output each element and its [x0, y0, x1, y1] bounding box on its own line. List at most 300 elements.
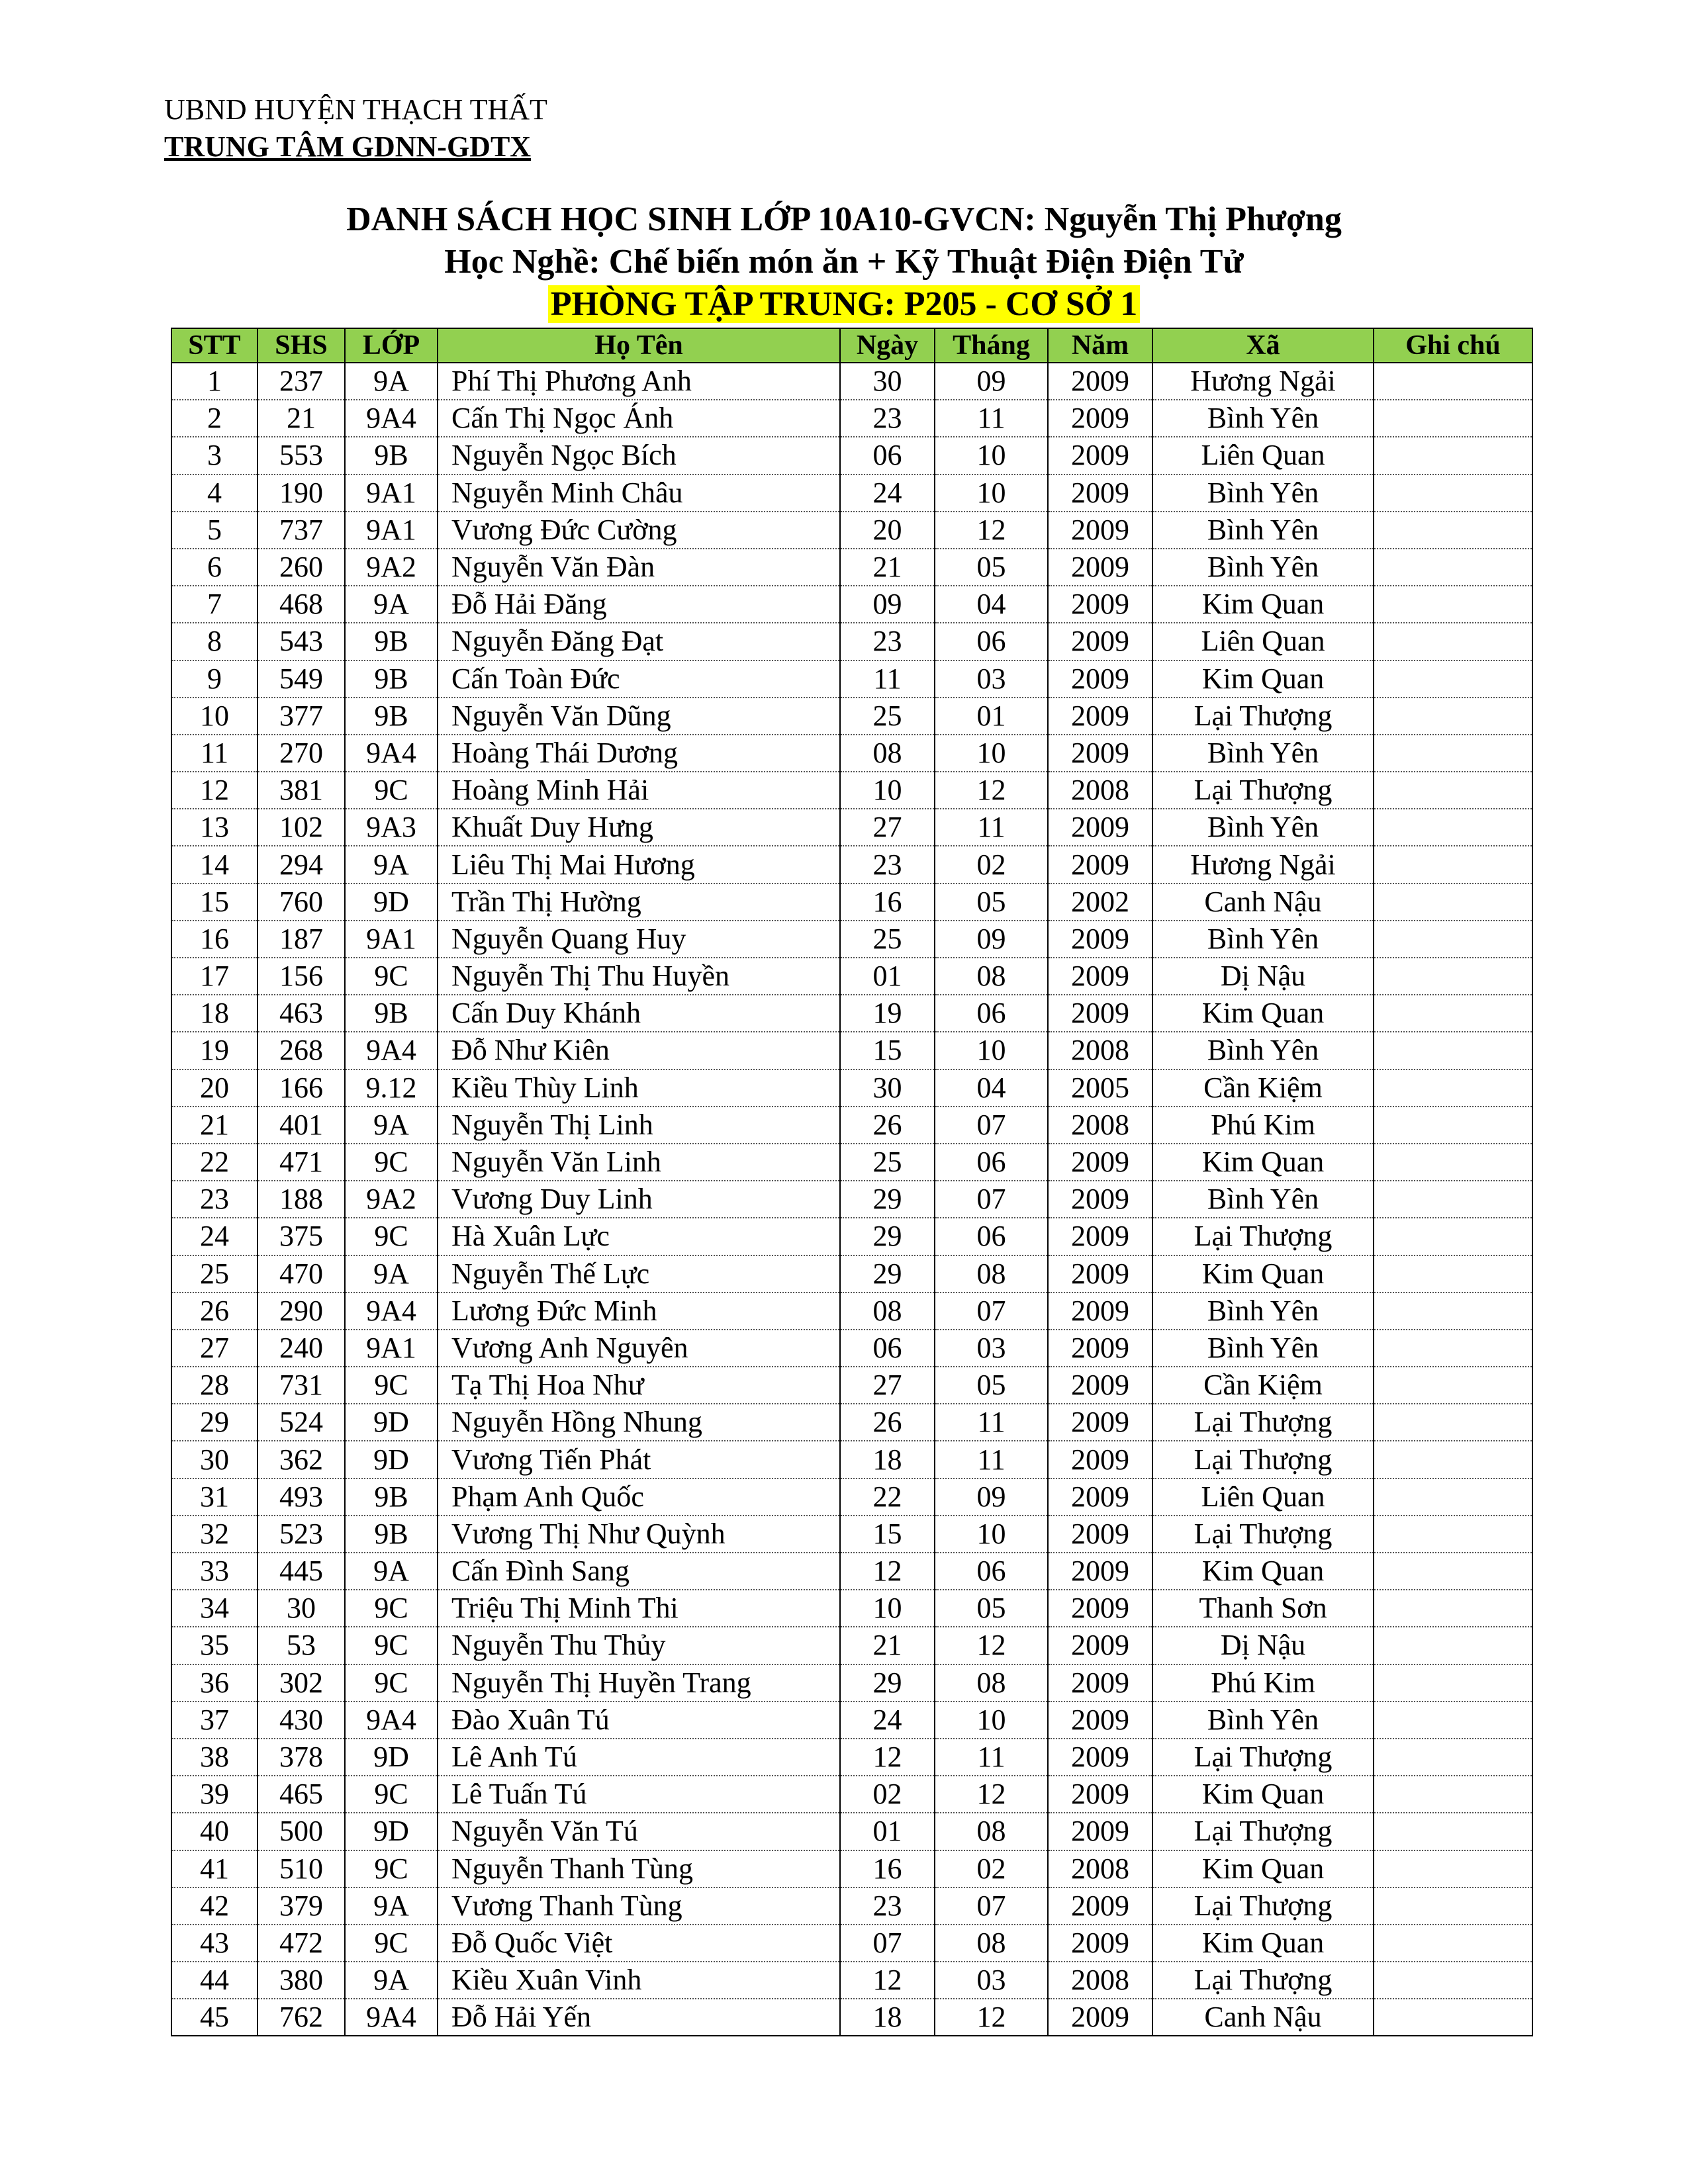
cell-name: Nguyễn Thanh Tùng [438, 1850, 840, 1888]
cell-year: 2009 [1048, 1776, 1152, 1813]
cell-day: 25 [840, 1144, 935, 1181]
cell-commune: Liên Quan [1152, 1479, 1374, 1516]
cell-day: 11 [840, 660, 935, 698]
cell-class: 9A1 [345, 921, 438, 958]
cell-year: 2009 [1048, 437, 1152, 474]
cell-stt: 32 [171, 1516, 258, 1553]
table-row [171, 1255, 1532, 1293]
table-row [171, 1850, 1532, 1888]
cell-class: 9D [345, 1739, 438, 1776]
cell-stt: 43 [171, 1925, 258, 1962]
cell-year: 2009 [1048, 1516, 1152, 1553]
cell-commune: Lại Thượng [1152, 1962, 1374, 1999]
cell-class: 9B [345, 1479, 438, 1516]
cell-name: Đỗ Quốc Việt [438, 1925, 840, 1962]
cell-name: Đỗ Hải Đăng [438, 586, 840, 623]
cell-month: 12 [935, 1999, 1048, 2036]
cell-note [1374, 437, 1532, 474]
cell-shs: 465 [258, 1776, 345, 1813]
cell-day: 16 [840, 884, 935, 921]
cell-commune: Bình Yên [1152, 921, 1374, 958]
cell-year: 2009 [1048, 1627, 1152, 1664]
cell-month: 02 [935, 846, 1048, 883]
cell-month: 10 [935, 735, 1048, 772]
col-header-year: Năm [1048, 328, 1152, 363]
cell-stt: 45 [171, 1999, 258, 2036]
table-row [171, 549, 1532, 586]
cell-month: 07 [935, 1107, 1048, 1144]
cell-class: 9A2 [345, 1181, 438, 1218]
cell-day: 21 [840, 1627, 935, 1664]
table-row [171, 1553, 1532, 1590]
cell-shs: 30 [258, 1590, 345, 1627]
cell-stt: 38 [171, 1739, 258, 1776]
cell-day: 01 [840, 1813, 935, 1850]
cell-note [1374, 512, 1532, 549]
cell-shs: 21 [258, 400, 345, 437]
cell-commune: Lại Thượng [1152, 1813, 1374, 1850]
cell-shs: 102 [258, 809, 345, 846]
cell-month: 08 [935, 1255, 1048, 1293]
cell-name: Nguyễn Thị Huyền Trang [438, 1664, 840, 1702]
cell-note [1374, 735, 1532, 772]
cell-shs: 731 [258, 1367, 345, 1404]
cell-month: 10 [935, 437, 1048, 474]
cell-class: 9C [345, 1850, 438, 1888]
cell-note [1374, 1441, 1532, 1478]
cell-commune: Liên Quan [1152, 623, 1374, 660]
cell-name: Khuất Duy Hưng [438, 809, 840, 846]
cell-shs: 510 [258, 1850, 345, 1888]
cell-year: 2009 [1048, 1813, 1152, 1850]
cell-name: Vương Tiến Phát [438, 1441, 840, 1478]
cell-day: 08 [840, 735, 935, 772]
table-row [171, 586, 1532, 623]
cell-year: 2009 [1048, 1218, 1152, 1255]
cell-note [1374, 1776, 1532, 1813]
cell-shs: 463 [258, 995, 345, 1032]
cell-class: 9B [345, 623, 438, 660]
cell-commune: Dị Nậu [1152, 1627, 1374, 1664]
cell-year: 2009 [1048, 623, 1152, 660]
cell-class: 9B [345, 660, 438, 698]
cell-class: 9B [345, 1516, 438, 1553]
cell-month: 05 [935, 1367, 1048, 1404]
cell-month: 11 [935, 809, 1048, 846]
cell-stt: 21 [171, 1107, 258, 1144]
cell-class: 9A4 [345, 1702, 438, 1739]
cell-name: Hà Xuân Lực [438, 1218, 840, 1255]
cell-class: 9.12 [345, 1069, 438, 1107]
table-row [171, 921, 1532, 958]
cell-shs: 445 [258, 1553, 345, 1590]
cell-note [1374, 1516, 1532, 1553]
table-row [171, 1144, 1532, 1181]
cell-stt: 6 [171, 549, 258, 586]
cell-day: 24 [840, 1702, 935, 1739]
cell-year: 2009 [1048, 512, 1152, 549]
cell-day: 09 [840, 586, 935, 623]
cell-year: 2008 [1048, 1850, 1152, 1888]
cell-class: 9C [345, 772, 438, 809]
cell-stt: 18 [171, 995, 258, 1032]
cell-name: Nguyễn Văn Linh [438, 1144, 840, 1181]
table-row [171, 1404, 1532, 1441]
cell-note [1374, 660, 1532, 698]
cell-month: 03 [935, 660, 1048, 698]
table-row [171, 884, 1532, 921]
cell-note [1374, 1330, 1532, 1367]
cell-name: Vương Thanh Tùng [438, 1888, 840, 1925]
cell-month: 06 [935, 995, 1048, 1032]
cell-commune: Bình Yên [1152, 1330, 1374, 1367]
table-row [171, 1516, 1532, 1553]
cell-stt: 8 [171, 623, 258, 660]
cell-commune: Lại Thượng [1152, 698, 1374, 735]
cell-note [1374, 1850, 1532, 1888]
cell-day: 15 [840, 1516, 935, 1553]
cell-shs: 468 [258, 586, 345, 623]
cell-day: 24 [840, 475, 935, 512]
cell-shs: 237 [258, 363, 345, 400]
cell-name: Đỗ Hải Yến [438, 1999, 840, 2036]
cell-stt: 23 [171, 1181, 258, 1218]
cell-shs: 380 [258, 1962, 345, 1999]
cell-note [1374, 1218, 1532, 1255]
table-row [171, 1181, 1532, 1218]
cell-year: 2009 [1048, 1441, 1152, 1478]
cell-shs: 381 [258, 772, 345, 809]
cell-day: 06 [840, 1330, 935, 1367]
cell-class: 9C [345, 1627, 438, 1664]
cell-commune: Kim Quan [1152, 1776, 1374, 1813]
cell-stt: 33 [171, 1553, 258, 1590]
cell-commune: Thanh Sơn [1152, 1590, 1374, 1627]
table-row [171, 660, 1532, 698]
cell-stt: 14 [171, 846, 258, 883]
cell-month: 08 [935, 1664, 1048, 1702]
cell-day: 18 [840, 1999, 935, 2036]
table-row [171, 1479, 1532, 1516]
cell-shs: 190 [258, 475, 345, 512]
cell-month: 06 [935, 1553, 1048, 1590]
cell-stt: 19 [171, 1032, 258, 1069]
cell-day: 07 [840, 1925, 935, 1962]
cell-commune: Lại Thượng [1152, 1441, 1374, 1478]
cell-name: Lê Anh Tú [438, 1739, 840, 1776]
cell-month: 10 [935, 475, 1048, 512]
cell-month: 09 [935, 363, 1048, 400]
table-row [171, 475, 1532, 512]
table-row [171, 1627, 1532, 1664]
org-header [164, 91, 547, 165]
cell-year: 2009 [1048, 1479, 1152, 1516]
cell-note [1374, 958, 1532, 995]
cell-month: 12 [935, 1627, 1048, 1664]
cell-month: 12 [935, 512, 1048, 549]
cell-year: 2008 [1048, 772, 1152, 809]
cell-note [1374, 1962, 1532, 1999]
cell-stt: 42 [171, 1888, 258, 1925]
cell-stt: 16 [171, 921, 258, 958]
table-row [171, 995, 1532, 1032]
table-row [171, 1739, 1532, 1776]
table-row [171, 400, 1532, 437]
cell-note [1374, 1739, 1532, 1776]
cell-month: 11 [935, 1404, 1048, 1441]
cell-name: Nguyễn Văn Đàn [438, 549, 840, 586]
cell-commune: Bình Yên [1152, 475, 1374, 512]
cell-day: 30 [840, 1069, 935, 1107]
cell-note [1374, 475, 1532, 512]
cell-name: Phí Thị Phương Anh [438, 363, 840, 400]
cell-year: 2008 [1048, 1107, 1152, 1144]
cell-commune: Lại Thượng [1152, 1218, 1374, 1255]
cell-year: 2009 [1048, 846, 1152, 883]
cell-year: 2009 [1048, 1888, 1152, 1925]
student-table [171, 328, 1533, 2036]
cell-commune: Kim Quan [1152, 1925, 1374, 1962]
cell-shs: 472 [258, 1925, 345, 1962]
cell-note [1374, 846, 1532, 883]
cell-class: 9C [345, 1776, 438, 1813]
cell-year: 2009 [1048, 1330, 1152, 1367]
cell-year: 2009 [1048, 735, 1152, 772]
cell-class: 9A4 [345, 1293, 438, 1330]
table-row [171, 1441, 1532, 1478]
cell-day: 26 [840, 1404, 935, 1441]
cell-year: 2009 [1048, 1664, 1152, 1702]
cell-shs: 268 [258, 1032, 345, 1069]
cell-month: 12 [935, 772, 1048, 809]
cell-day: 29 [840, 1664, 935, 1702]
cell-month: 07 [935, 1181, 1048, 1218]
cell-shs: 471 [258, 1144, 345, 1181]
table-header-row [171, 328, 1532, 363]
cell-stt: 17 [171, 958, 258, 995]
cell-note [1374, 1999, 1532, 2036]
cell-name: Phạm Anh Quốc [438, 1479, 840, 1516]
cell-year: 2009 [1048, 958, 1152, 995]
cell-year: 2009 [1048, 809, 1152, 846]
cell-stt: 5 [171, 512, 258, 549]
cell-day: 25 [840, 921, 935, 958]
table-row [171, 1962, 1532, 1999]
cell-class: 9A [345, 586, 438, 623]
table-row [171, 1925, 1532, 1962]
cell-stt: 12 [171, 772, 258, 809]
cell-day: 30 [840, 363, 935, 400]
cell-year: 2009 [1048, 400, 1152, 437]
cell-commune: Hương Ngải [1152, 363, 1374, 400]
table-row [171, 1888, 1532, 1925]
cell-day: 26 [840, 1107, 935, 1144]
cell-year: 2009 [1048, 1404, 1152, 1441]
cell-class: 9A3 [345, 809, 438, 846]
cell-shs: 260 [258, 549, 345, 586]
cell-month: 08 [935, 1813, 1048, 1850]
cell-class: 9D [345, 1813, 438, 1850]
cell-year: 2002 [1048, 884, 1152, 921]
cell-shs: 737 [258, 512, 345, 549]
cell-commune: Cần Kiệm [1152, 1069, 1374, 1107]
cell-year: 2009 [1048, 363, 1152, 400]
cell-stt: 24 [171, 1218, 258, 1255]
cell-class: 9A [345, 846, 438, 883]
table-row [171, 958, 1532, 995]
cell-month: 10 [935, 1516, 1048, 1553]
cell-note [1374, 1888, 1532, 1925]
cell-shs: 302 [258, 1664, 345, 1702]
cell-year: 2009 [1048, 1181, 1152, 1218]
cell-month: 02 [935, 1850, 1048, 1888]
cell-note [1374, 884, 1532, 921]
cell-commune: Dị Nậu [1152, 958, 1374, 995]
cell-year: 2009 [1048, 1255, 1152, 1293]
cell-shs: 493 [258, 1479, 345, 1516]
cell-note [1374, 809, 1532, 846]
cell-note [1374, 400, 1532, 437]
cell-commune: Lại Thượng [1152, 772, 1374, 809]
cell-shs: 290 [258, 1293, 345, 1330]
cell-name: Cấn Toàn Đức [438, 660, 840, 698]
cell-name: Nguyễn Thế Lực [438, 1255, 840, 1293]
cell-note [1374, 1032, 1532, 1069]
cell-name: Trần Thị Hường [438, 884, 840, 921]
cell-shs: 362 [258, 1441, 345, 1478]
cell-stt: 39 [171, 1776, 258, 1813]
cell-stt: 44 [171, 1962, 258, 1999]
cell-stt: 15 [171, 884, 258, 921]
cell-day: 27 [840, 1367, 935, 1404]
cell-class: 9C [345, 1218, 438, 1255]
cell-year: 2009 [1048, 995, 1152, 1032]
cell-class: 9A4 [345, 735, 438, 772]
table-row [171, 1776, 1532, 1813]
cell-name: Vương Thị Như Quỳnh [438, 1516, 840, 1553]
table-row [171, 1664, 1532, 1702]
cell-month: 11 [935, 400, 1048, 437]
cell-commune: Bình Yên [1152, 400, 1374, 437]
cell-name: Cấn Đình Sang [438, 1553, 840, 1590]
cell-name: Nguyễn Ngọc Bích [438, 437, 840, 474]
cell-note [1374, 921, 1532, 958]
cell-month: 07 [935, 1293, 1048, 1330]
cell-name: Lương Đức Minh [438, 1293, 840, 1330]
cell-day: 15 [840, 1032, 935, 1069]
cell-commune: Bình Yên [1152, 809, 1374, 846]
cell-note [1374, 1069, 1532, 1107]
cell-stt: 37 [171, 1702, 258, 1739]
cell-name: Triệu Thị Minh Thi [438, 1590, 840, 1627]
cell-commune: Kim Quan [1152, 1255, 1374, 1293]
cell-commune: Bình Yên [1152, 549, 1374, 586]
cell-month: 04 [935, 1069, 1048, 1107]
cell-stt: 2 [171, 400, 258, 437]
cell-name: Nguyễn Hồng Nhung [438, 1404, 840, 1441]
cell-note [1374, 1293, 1532, 1330]
cell-commune: Canh Nậu [1152, 884, 1374, 921]
cell-month: 04 [935, 586, 1048, 623]
cell-stt: 35 [171, 1627, 258, 1664]
cell-note [1374, 1813, 1532, 1850]
cell-year: 2009 [1048, 1702, 1152, 1739]
cell-note [1374, 623, 1532, 660]
cell-name: Lê Tuấn Tú [438, 1776, 840, 1813]
col-header-day: Ngày [840, 328, 935, 363]
col-header-month: Tháng [935, 328, 1048, 363]
cell-commune: Bình Yên [1152, 1702, 1374, 1739]
cell-name: Vương Anh Nguyên [438, 1330, 840, 1367]
cell-shs: 377 [258, 698, 345, 735]
cell-day: 08 [840, 1293, 935, 1330]
table-row [171, 1032, 1532, 1069]
cell-day: 27 [840, 809, 935, 846]
cell-class: 9A1 [345, 1330, 438, 1367]
cell-day: 23 [840, 400, 935, 437]
col-header-class: LỚP [345, 328, 438, 363]
cell-note [1374, 363, 1532, 400]
cell-month: 05 [935, 1590, 1048, 1627]
cell-day: 10 [840, 772, 935, 809]
cell-stt: 28 [171, 1367, 258, 1404]
cell-note [1374, 1144, 1532, 1181]
cell-class: 9C [345, 958, 438, 995]
cell-class: 9A4 [345, 1032, 438, 1069]
cell-day: 16 [840, 1850, 935, 1888]
cell-month: 03 [935, 1330, 1048, 1367]
cell-day: 02 [840, 1776, 935, 1813]
cell-month: 07 [935, 1888, 1048, 1925]
table-row [171, 846, 1532, 883]
title-line-2: Học Nghề: Chế biến món ăn + Kỹ Thuật Điện Điện Tử [444, 243, 1244, 281]
cell-stt: 40 [171, 1813, 258, 1850]
table-row [171, 1590, 1532, 1627]
cell-day: 12 [840, 1739, 935, 1776]
title-line-3: PHÒNG TẬP TRUNG: P205 - CƠ SỞ 1 [548, 285, 1140, 323]
cell-year: 2009 [1048, 1553, 1152, 1590]
table-row [171, 1999, 1532, 2036]
table-row [171, 1330, 1532, 1367]
table-row [171, 809, 1532, 846]
document-titles [0, 199, 1688, 326]
cell-note [1374, 1404, 1532, 1441]
cell-commune: Kim Quan [1152, 1553, 1374, 1590]
cell-year: 2009 [1048, 549, 1152, 586]
cell-day: 21 [840, 549, 935, 586]
cell-shs: 187 [258, 921, 345, 958]
cell-month: 06 [935, 623, 1048, 660]
cell-note [1374, 1925, 1532, 1962]
cell-name: Cấn Thị Ngọc Ánh [438, 400, 840, 437]
cell-day: 23 [840, 846, 935, 883]
cell-note [1374, 995, 1532, 1032]
cell-day: 06 [840, 437, 935, 474]
cell-day: 22 [840, 1479, 935, 1516]
cell-class: 9D [345, 884, 438, 921]
cell-shs: 760 [258, 884, 345, 921]
cell-name: Kiều Thùy Linh [438, 1069, 840, 1107]
col-header-name: Họ Tên [438, 328, 840, 363]
table-row [171, 1293, 1532, 1330]
cell-stt: 9 [171, 660, 258, 698]
cell-stt: 29 [171, 1404, 258, 1441]
cell-month: 06 [935, 1144, 1048, 1181]
cell-month: 10 [935, 1702, 1048, 1739]
table-row [171, 698, 1532, 735]
col-header-shs: SHS [258, 328, 345, 363]
cell-stt: 3 [171, 437, 258, 474]
